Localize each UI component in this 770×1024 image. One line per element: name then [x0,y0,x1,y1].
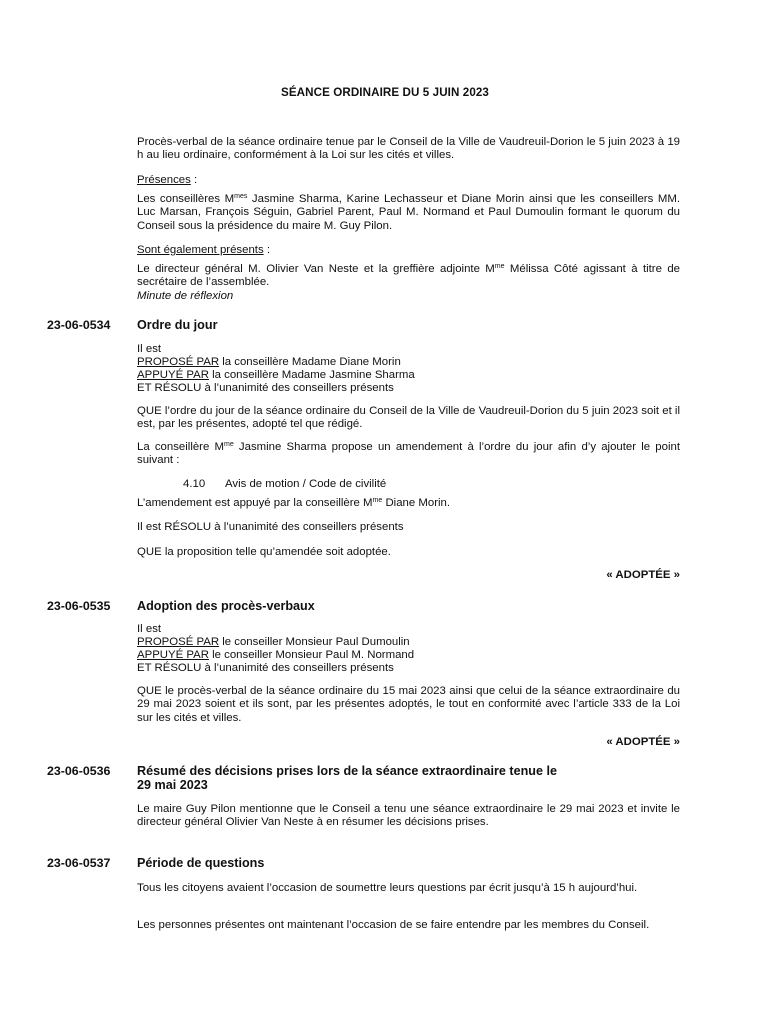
resolved-line: ET RÉSOLU à l’unanimité des conseillers présents [137,662,394,674]
il-est-text: Il est [137,343,162,355]
seconded-by-label: APPUYÉ PAR [137,649,209,661]
seconded-by-line [137,649,680,662]
presences-paragraph [137,193,680,233]
amendment-seconded-text-b: Diane Morin. [382,497,451,509]
resolution-number: 23-06-0534 [47,318,111,332]
section-heading-line-2: 29 mai 2023 [137,778,208,792]
agenda-item [183,478,680,491]
also-present-heading [137,244,680,257]
agenda-item-text: Avis de motion / Code de civilité [225,478,387,490]
resolution-paragraph: QUE l’ordre du jour de la séance ordinaire du Conseil de la Ville de Vaudreuil-Dorion du 5 juin 2023 soit et il est, par les présentes, adopté tel que rédigé. [137,405,680,431]
resolution-paragraph: QUE le procès-verbal de la séance ordinaire du 15 mai 2023 ainsi que celui de la séance extraordinaire du 29 mai 2023 soient et ils sont, par les présentes adoptés, le tout en conformité avec l’article 333 de la Loi sur les cités et villes. [137,685,680,724]
questions-paragraph-2: Les personnes présentes ont maintenant l’occasion de se faire entendre par les membres du Conseil. [137,919,650,931]
seconded-by-text: le conseiller Monsieur Paul M. Normand [208,649,415,661]
section-heading: Adoption des procès-verbaux [137,599,315,613]
amendment-seconded [137,497,680,510]
amended-adopted-text: QUE la proposition telle qu’amendée soit adoptée. [137,546,391,558]
section-heading: Ordre du jour [137,318,218,332]
also-present-text-b: Mélissa Côté agissant à titre de secrétaire de l’assemblée. [137,263,680,289]
also-present-label: Sont également présents [137,244,264,256]
section-heading-line-1: Résumé des décisions prises lors de la séance extraordinaire tenue le [137,764,557,778]
proposed-by-label: PROPOSÉ PAR [137,636,220,648]
page-title: SÉANCE ORDINAIRE DU 5 JUIN 2023 [281,86,489,99]
il-est-text: Il est [137,623,162,635]
presences-text-b: Jasmine Sharma, Karine Lechasseur et Diane Morin ainsi que les conseillers MM. Luc Marsan, François Séguin, Gabriel Parent, Paul M. Normand et Paul Dumoulin formant le quorum du Conseil sous la présidence du maire M. Guy Pilon. [137,193,680,232]
minute-reflexion: Minute de réflexion [137,290,234,302]
resolution-number: 23-06-0536 [47,764,111,778]
seconded-by-line [137,369,680,382]
seconded-by-text: la conseillère Madame Jasmine Sharma [208,369,415,381]
also-present-text-a: Le directeur général M. Olivier Van Neste et la greffière adjointe M [137,263,495,275]
adopted-label: « ADOPTÉE » [606,569,680,581]
proposed-by-text: la conseillère Madame Diane Morin [219,356,401,368]
presences-sup: mes [234,193,248,200]
seconded-by-label: APPUYÉ PAR [137,369,209,381]
proposed-by-label: PROPOSÉ PAR [137,356,220,368]
presences-heading [137,174,680,187]
resolution-number: 23-06-0537 [47,856,111,870]
section-heading: Période de questions [137,856,265,870]
also-present-paragraph [137,263,680,290]
questions-paragraph-1: Tous les citoyens avaient l’occasion de soumettre leurs questions par écrit jusqu’à 15 h aujourd’hui. [137,882,638,894]
resolved-line: ET RÉSOLU à l’unanimité des conseillers présents [137,382,394,394]
amendment-seconded-text-a: L’amendement est appuyé par la conseillère M [137,497,373,509]
amendment-seconded-sup: me [372,497,383,504]
amendment-paragraph [137,441,680,468]
amendment-text-a: La conseillère M [137,441,224,453]
resolution-number: 23-06-0535 [47,599,111,613]
amendment-sup: me [224,441,234,448]
presences-text-a: Les conseillères M [137,193,235,205]
also-present-sup: me [494,263,505,270]
proposed-by-line [137,356,680,369]
also-present-suffix: : [263,244,270,256]
summary-paragraph: Le maire Guy Pilon mentionne que le Conseil a tenu une séance extraordinaire le 29 mai 2023 et invite le directeur général Olivier Van Neste à en résumer les décisions prises. [137,803,680,829]
proposed-by-line [137,636,680,649]
proposed-by-text: le conseiller Monsieur Paul Dumoulin [219,636,410,648]
agenda-item-number: 4.10 [183,478,206,490]
presences-suffix: : [190,174,198,186]
amendment-text-b: Jasmine Sharma propose un amendement à l’ordre du jour afin d’y ajouter le point suivant : [137,441,680,467]
presences-label: Présences [137,174,191,186]
resolved-unanimous: Il est RÉSOLU à l’unanimité des conseillers présents [137,521,404,533]
intro-paragraph: Procès-verbal de la séance ordinaire tenue par le Conseil de la Ville de Vaudreuil-Dorion le 5 juin 2023 à 19 h au lieu ordinaire, conformément à la Loi sur les cités et villes. [137,136,680,162]
adopted-label: « ADOPTÉE » [606,736,680,748]
